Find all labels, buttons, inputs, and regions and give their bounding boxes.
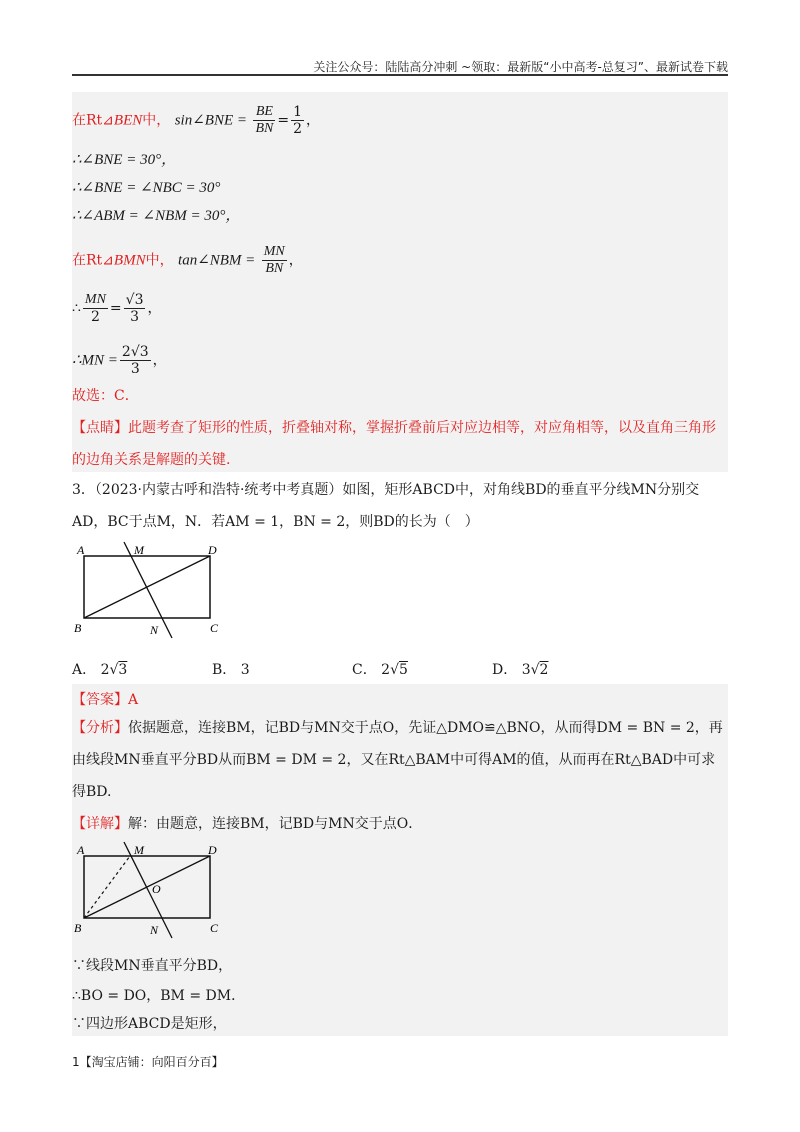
svg-text:O: O xyxy=(152,882,161,896)
solution-line-6: ∴ $\frac{MN}{2}$ = $\frac{√3}{3}$ ， xyxy=(72,292,162,325)
page-footer: 1【淘宝店铺：向阳百分百】 xyxy=(72,1055,224,1069)
solution-line-7: ∴MN = $\frac{2√3}{3}$ ， xyxy=(72,344,167,377)
solution-line-2: ∴∠BNE = 30°， xyxy=(72,152,177,168)
step-2: ∴BO = DO，BM = DM． xyxy=(72,988,246,1004)
svg-text:N: N xyxy=(150,923,159,937)
option-c[interactable]: C． 2√5 xyxy=(352,662,408,678)
svg-text:D: D xyxy=(208,843,217,857)
svg-text:M: M xyxy=(134,843,144,857)
page-header: 关注公众号：陆陆高分冲刺 ~领取：最新版“小中高考-总复习”、最新试卷下载 xyxy=(313,60,728,74)
detail-figure xyxy=(72,838,232,943)
solution-line-3: ∴∠BNE = ∠NBC = 30° xyxy=(72,180,221,196)
fraction-one-half: $\frac{1}{2}$ xyxy=(293,104,302,137)
answer-label: 【答案】A xyxy=(72,692,139,708)
fraction-mn-bn: $\frac{MN}{BN}$ xyxy=(263,244,285,276)
option-b[interactable]: B． 3 xyxy=(212,662,250,678)
question-line-1: 3．（2023·内蒙古呼和浩特·统考中考真题）如图，矩形ABCD中，对角线BD的垂直平分线MN分别交 xyxy=(72,482,700,498)
choose-answer-line: 故选：C． xyxy=(72,388,139,404)
solution-line-1: 在Rt⊿BEN中， sin∠BNE = $\frac{BE}{BN}$ = $\frac{1}{2}$ ， xyxy=(72,104,320,137)
svg-text:A: A xyxy=(77,843,85,857)
triangle-name: BEN xyxy=(113,112,143,129)
previous-solution-block xyxy=(72,92,728,472)
solution-line-4: ∴∠ABM = ∠NBM = 30°， xyxy=(72,208,241,224)
fraction-be-bn: $\frac{BE}{BN}$ xyxy=(255,104,274,136)
comment-label: 【点睛】 xyxy=(72,420,128,436)
label-d: D xyxy=(208,543,217,557)
header-rule xyxy=(72,74,728,76)
option-a[interactable]: A． 2√3 xyxy=(72,662,128,678)
comment-line-1: 【点睛】此题考查了矩形的性质，折叠轴对称，掌握折叠前后对应边相等，对应角相等，以及直角三角形 xyxy=(72,420,716,436)
question-line-2: AD，BC于点M，N．若AM = 1，BN = 2，则BD的长为（ ） xyxy=(72,514,479,530)
detail-line-1: 【详解】解：由题意，连接BM，记BD与MN交于点O． xyxy=(72,816,423,832)
label-a: A xyxy=(77,543,85,557)
analysis-line-2: 由线段MN垂直平分BD从而BM = DM = 2，又在Rt△BAM中可得AM的值，从而再在Rt△BAD中可求 xyxy=(72,752,716,768)
label-b: B xyxy=(74,621,82,635)
rt-prefix: 在Rt xyxy=(72,112,103,129)
label-m: M xyxy=(134,543,144,557)
svg-text:C: C xyxy=(210,921,219,935)
step-3: ∵四边形ABCD是矩形， xyxy=(72,1016,227,1032)
step-1: ∵线段MN垂直平分BD， xyxy=(72,958,233,974)
solution-line-5: 在Rt⊿BMN中， tan∠NBM = $\frac{MN}{BN}$ ， xyxy=(72,244,303,276)
label-c: C xyxy=(210,621,219,635)
question-figure xyxy=(72,538,232,643)
sin-expression: sin∠BNE = xyxy=(174,112,247,129)
tan-expression: tan∠NBM = xyxy=(178,252,256,269)
analysis-line-1: 【分析】依据题意，连接BM，记BD与MN交于点O，先证△DMO≌△BNO，从而得DM = BN = 2，再 xyxy=(72,720,723,736)
comment-line-2: 的边角关系是解题的关键. xyxy=(72,452,231,468)
label-n: N xyxy=(150,623,159,637)
analysis-line-3: 得BD. xyxy=(72,784,112,800)
option-d[interactable]: D． 3√2 xyxy=(492,662,549,678)
svg-text:B: B xyxy=(74,921,82,935)
